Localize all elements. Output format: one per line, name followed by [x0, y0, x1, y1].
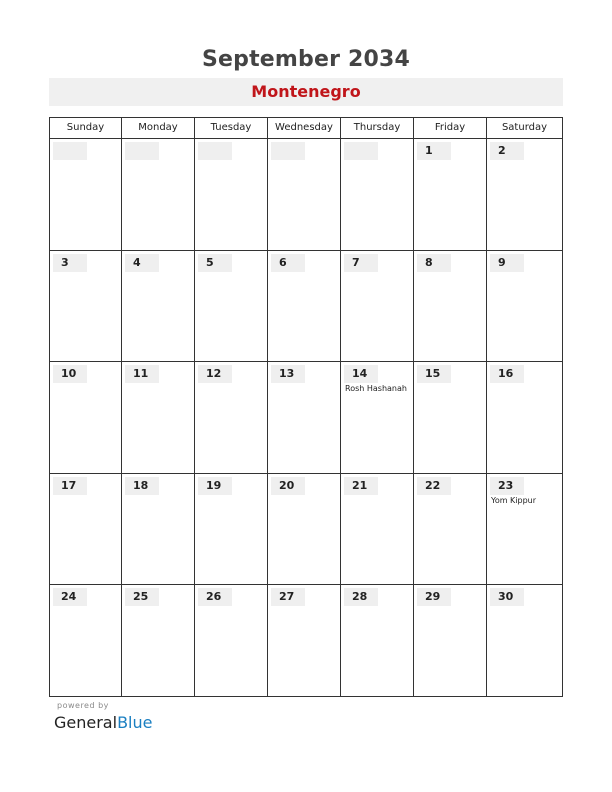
day-number: 3 — [53, 254, 87, 272]
day-number: 12 — [198, 365, 232, 383]
day-cell-19 — [195, 474, 268, 585]
day-number: 27 — [271, 588, 305, 606]
day-cell-18 — [122, 474, 195, 585]
day-number — [344, 142, 378, 160]
day-number — [125, 142, 159, 160]
weekday-header-wednesday: Wednesday — [268, 118, 341, 138]
day-cell-22 — [414, 474, 487, 585]
day-cell-10 — [50, 362, 122, 473]
logo-blue-text: Blue — [117, 713, 153, 732]
day-number: 2 — [490, 142, 524, 160]
day-number: 24 — [53, 588, 87, 606]
day-number: 20 — [271, 477, 305, 495]
day-number — [271, 142, 305, 160]
day-number: 7 — [344, 254, 378, 272]
day-number — [198, 142, 232, 160]
empty-day-cell — [195, 139, 268, 250]
day-number: 6 — [271, 254, 305, 272]
day-cell-23 — [487, 474, 562, 585]
day-cell-25 — [122, 585, 195, 697]
day-cell-15 — [414, 362, 487, 473]
empty-day-cell — [341, 139, 414, 250]
day-number: 15 — [417, 365, 451, 383]
day-number: 23 — [490, 477, 524, 495]
day-number: 4 — [125, 254, 159, 272]
day-number: 5 — [198, 254, 232, 272]
weekday-header-friday: Friday — [414, 118, 487, 138]
day-cell-2 — [487, 139, 562, 250]
day-number: 30 — [490, 588, 524, 606]
day-cell-27 — [268, 585, 341, 697]
generalblue-logo — [54, 713, 152, 732]
logo-general-text: General — [54, 713, 118, 732]
day-cell-11 — [122, 362, 195, 473]
empty-day-cell — [268, 139, 341, 250]
day-number: 17 — [53, 477, 87, 495]
week-row — [50, 362, 562, 474]
day-cell-17 — [50, 474, 122, 585]
day-cell-5 — [195, 251, 268, 362]
day-cell-28 — [341, 585, 414, 697]
day-number: 22 — [417, 477, 451, 495]
day-cell-8 — [414, 251, 487, 362]
week-row — [50, 251, 562, 363]
day-cell-4 — [122, 251, 195, 362]
day-number — [53, 142, 87, 160]
day-number: 25 — [125, 588, 159, 606]
week-row — [50, 139, 562, 251]
empty-day-cell — [50, 139, 122, 250]
holiday-label: Rosh Hashanah — [345, 384, 407, 394]
day-cell-6 — [268, 251, 341, 362]
day-cell-29 — [414, 585, 487, 697]
weekday-header-thursday: Thursday — [341, 118, 414, 138]
weekday-header-monday: Monday — [122, 118, 195, 138]
day-number: 13 — [271, 365, 305, 383]
day-cell-30 — [487, 585, 562, 697]
day-cell-1 — [414, 139, 487, 250]
day-cell-24 — [50, 585, 122, 697]
day-cell-16 — [487, 362, 562, 473]
day-cell-3 — [50, 251, 122, 362]
country-name: Montenegro — [251, 82, 361, 101]
day-cell-20 — [268, 474, 341, 585]
powered-by-label: powered by — [57, 701, 109, 710]
day-number: 18 — [125, 477, 159, 495]
weekday-header-tuesday: Tuesday — [195, 118, 268, 138]
week-row — [50, 474, 562, 586]
weekday-header-row — [50, 118, 562, 139]
day-number: 10 — [53, 365, 87, 383]
day-number: 19 — [198, 477, 232, 495]
day-number: 8 — [417, 254, 451, 272]
day-cell-9 — [487, 251, 562, 362]
day-cell-13 — [268, 362, 341, 473]
day-cell-21 — [341, 474, 414, 585]
day-number: 26 — [198, 588, 232, 606]
weekday-header-sunday: Sunday — [50, 118, 122, 138]
weekday-header-saturday: Saturday — [501, 122, 548, 133]
day-cell-7 — [341, 251, 414, 362]
day-number: 14 — [344, 365, 378, 383]
day-number: 1 — [417, 142, 451, 160]
day-number: 11 — [125, 365, 159, 383]
day-number: 21 — [344, 477, 378, 495]
day-cell-26 — [195, 585, 268, 697]
calendar-grid — [49, 117, 563, 697]
day-cell-14 — [341, 362, 414, 473]
empty-day-cell — [122, 139, 195, 250]
holiday-label: Yom Kippur — [491, 495, 537, 505]
day-number: 29 — [417, 588, 451, 606]
week-row — [50, 585, 562, 697]
day-cell-12 — [195, 362, 268, 473]
country-banner — [49, 78, 563, 106]
page-title: September 2034 — [201, 47, 411, 72]
day-number: 28 — [344, 588, 378, 606]
day-number: 16 — [490, 365, 524, 383]
day-number: 9 — [490, 254, 524, 272]
